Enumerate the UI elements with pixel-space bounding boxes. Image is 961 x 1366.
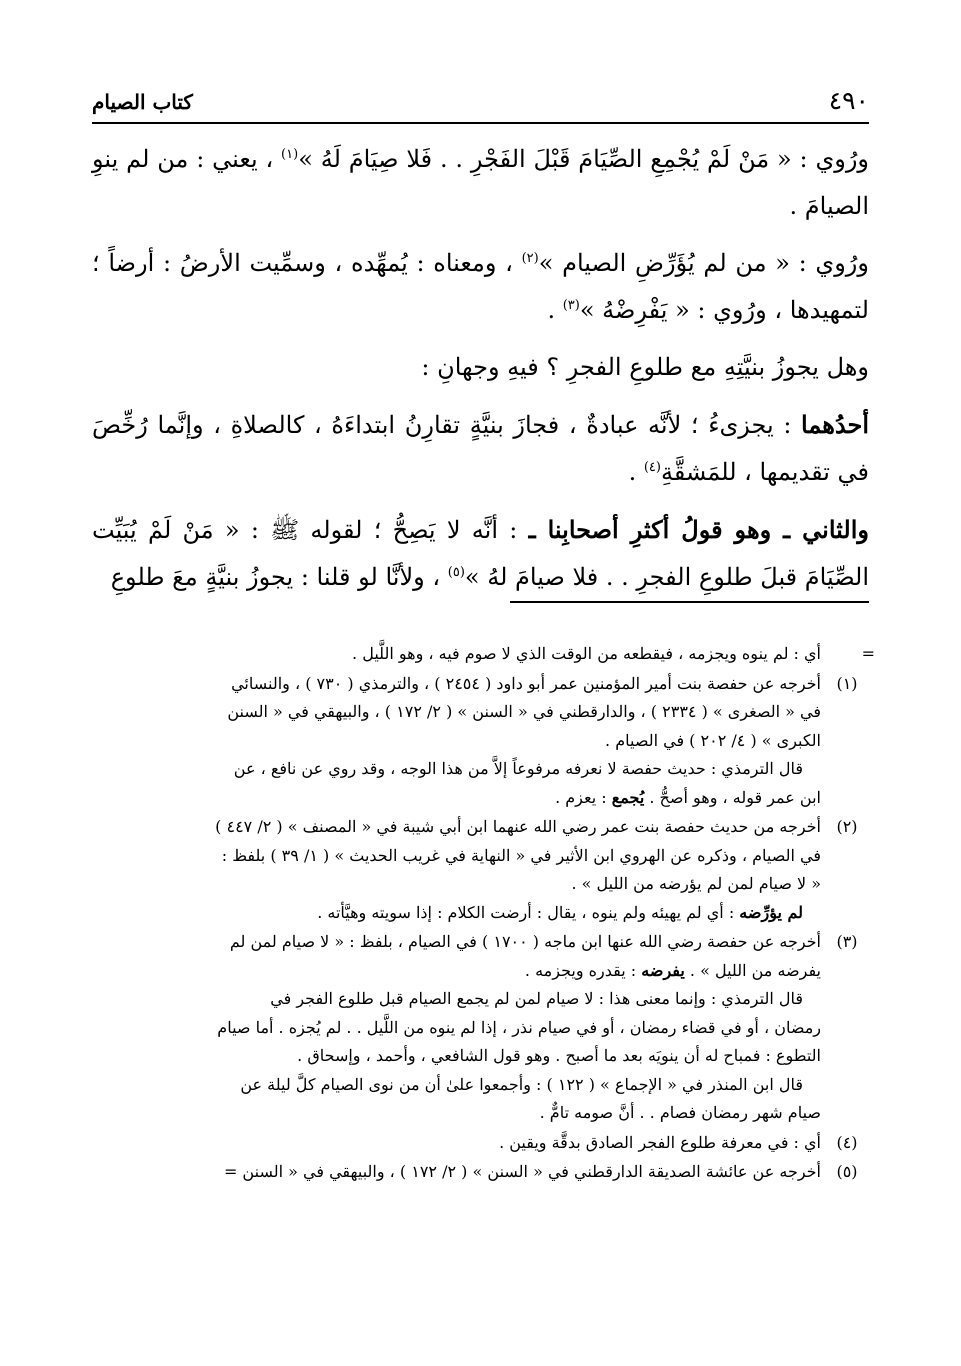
footnote-ref[interactable]: (١): [281, 147, 299, 162]
footnote-number: (٣): [836, 932, 858, 951]
footnote-ref[interactable]: (٥): [447, 565, 465, 580]
paragraph-lead: والثاني ـ وهو قولُ أكثرِ أصحابِنا ـ: [528, 515, 869, 544]
paragraph-lead: أحدُهما: [801, 410, 869, 439]
paragraph-2: ورُوي : « من لم يُؤَرِّضِ الصيام »$^{(٢)}$ ، ومعناه : يُمهِّده ، وسمِّيت الأرضُ : أرضاً ؛ لتمهيدها ، ورُوي : « يَفْرِضْهُ »$^{(٣)}$ .: [92, 249, 869, 324]
footnotes: [92, 640, 875, 1188]
footnote-1: (١) أخرجه عن حفصة بنت أمير المؤمنين عمر أبو داود ( ٢٤٥٤ ) ، والترمذي ( ٧٣٠ ) ، والنسائي في « الصغرى » ( ٢٣٣٤ ) ، والدارقطني في « السنن » ( ٢/ ١٧٢ ) ، والبيهقي في « السنن الكبرى » ( ٤/ ٢٠٢ ) في الصيام . قال الترمذي : حديث حفصة لا نعرفه مرفوعاً إلاَّ من هذا الوجه ، وقد روي عن نافع ، عن ابن عمر قوله ، وهو أصحُّ . يُجمع : يعزم .: [92, 670, 869, 813]
gloss-term: يُجمع: [611, 787, 645, 807]
footnote-number: (٢): [836, 817, 858, 836]
paragraph-5: والثاني ـ وهو قولُ أكثرِ أصحابِنا ـ : أنَّه لا يَصِحُّ ؛ لقوله ﷺ : « مَنْ لَمْ يُبَيِّت الصِّيَامَ قبلَ طلوعِ الفجرِ . . فلا صيامَ لهُ »$^{(٥)}$ ، ولأنَّا لو قلنا : يجوزُ بنيَّةٍ معَ طلوعِ: [92, 515, 869, 591]
footnote-5: (٥) أخرجه عن عائشة الصديقة الدارقطني في « السنن » ( ٢/ ١٧٢ ) ، والبيهقي في « السنن =: [92, 1158, 869, 1187]
book-title: كتاب الصيام: [92, 90, 193, 114]
footnote-ref[interactable]: (٣): [562, 298, 580, 313]
footnote-number: (٥): [836, 1162, 858, 1181]
paragraph-4: أحدُهما : يجزىءُ ؛ لأنَّه عبادةٌ ، فجازَ بنيَّةٍ تقارِنُ ابتداءَهُ ، كالصلاةِ ، وإنَّما رُخِّصَ في تقديمها ، للمَشقَّةِ$^{(٤)}$ .: [92, 410, 869, 486]
footnote-2: (٢) أخرجه من حديث حفصة بنت عمر رضي الله عنهما ابن أبي شيبة في « المصنف » ( ٢/ ٤٤٧ ) في الصيام ، وذكره عن الهروي ابن الأثير في « النهاية في غريب الحديث » ( ١/ ٣٩ ) بلفظ : « لا صيام لمن لم يؤرضه من الليل » . لم يؤرِّضه : أي لم يهيئه ولم ينوه ، يقال : أرضت الكلام : إذا سويته وهيَّأته .: [92, 813, 869, 927]
paragraph-1: ورُوي : « مَنْ لَمْ يُجْمِعِ الصِّيَامَ قَبْلَ الفَجْرِ . . فَلا صِيَامَ لَهُ »$^{(١)}$ ، يعني : من لم ينوِ الصيامَ .: [92, 145, 869, 220]
paragraph-3: وهل يجوزُ بنيَّتِهِ مع طلوعِ الفجرِ ؟ فيهِ وجهانِ :: [421, 353, 869, 381]
footnote-separator: [510, 601, 869, 603]
footnote-4: (٤) أي : في معرفة طلوع الفجر الصادق بدقَّة ويقين .: [92, 1129, 869, 1158]
footnote-number: (١): [836, 673, 858, 693]
main-text: [92, 136, 869, 611]
gloss-term: لم يؤرِّضه: [739, 902, 803, 922]
running-header: [92, 86, 869, 120]
header-rule: [92, 122, 869, 124]
gloss-term: يفرضه: [641, 960, 685, 980]
footnote-ref[interactable]: (٤): [643, 460, 661, 475]
continuation-marker: =: [861, 644, 875, 663]
footnote-3: (٣) أخرجه عن حفصة رضي الله عنها ابن ماجه ( ١٧٠٠ ) في الصيام ، بلفظ : « لا صيام لمن لم يفرضه من الليل » . يفرضه : يقدره ويجزمه . قال الترمذي : وإنما معنى هذا : لا صيام لمن لم يجمع الصيام قبل طلوع الفجر في رمضان ، أو في قضاء رمضان ، أو في صيام نذر ، إذا لم ينوه من اللَّيل . . لم يُجزه . أما صيام التطوع : فمباح له أن ينويَه بعد ما أصبح . وهو قول الشافعي ، وأحمد ، وإسحاق . قال ابن المنذر في « الإجماع » ( ١٢٢ ) : وأجمعوا علىٰ أن من نوى الصيام كلَّ ليلة عن صيام شهر رمضان فصام . . أنَّ صومه تامٌّ .: [92, 928, 869, 1128]
footnote-carryover: = أي : لم ينوه ويجزمه ، فيقطعه من الوقت الذي لا صوم فيه ، وهو اللَّيل .: [92, 640, 869, 669]
footnote-ref[interactable]: (٢): [521, 251, 539, 266]
page-number: ٤٩٠: [828, 86, 869, 115]
footnote-number: (٤): [836, 1132, 858, 1152]
